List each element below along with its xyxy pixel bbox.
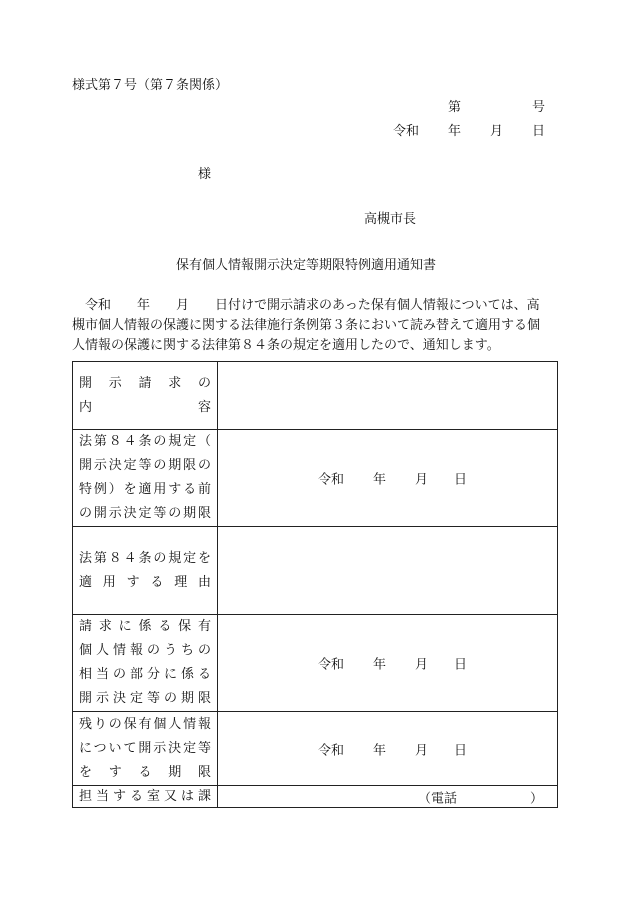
date-month: 月 xyxy=(415,472,429,488)
date-year: 年 xyxy=(373,657,387,673)
label-line: 残りの保有個人情報 xyxy=(79,716,211,732)
table-row xyxy=(73,786,558,808)
doc-number-suffix: 号 xyxy=(532,100,546,115)
body-line: 槻市個人情報の保護に関する法律施行条例第３条において読み替えて適用する個 xyxy=(72,318,541,333)
label-line: 法第８４条の規定を xyxy=(79,550,211,566)
doc-number-prefix: 第 xyxy=(448,100,462,115)
phone-label: （電話 xyxy=(418,791,458,806)
row-label-request-content xyxy=(73,362,218,430)
issuer: 高槻市長 xyxy=(364,212,417,227)
label-line: 相当の部分に係る xyxy=(79,667,211,682)
body-line: 令和 年 月 日付けで開示請求のあった保有個人情報については、高 xyxy=(72,298,540,313)
row-label-remaining-deadline xyxy=(73,712,218,786)
date-day: 日 xyxy=(532,124,546,139)
partial-deadline-date-field[interactable] xyxy=(218,615,558,712)
table-row xyxy=(73,712,558,786)
label-line: 適 用 す る 理 由 xyxy=(79,574,211,590)
label-line: 担当する室又は課 xyxy=(79,788,211,804)
table-row xyxy=(73,362,558,430)
department-phone-field[interactable] xyxy=(218,786,558,808)
notice-table xyxy=(72,361,558,808)
body-line: 人情報の保護に関する法律第８４条の規定を適用したので、通知します。 xyxy=(72,338,500,353)
addressee-suffix: 様 xyxy=(198,167,212,182)
reason-field[interactable] xyxy=(218,527,558,615)
body-text xyxy=(72,296,558,356)
label-line: 内 容 xyxy=(79,399,211,415)
table-row xyxy=(73,430,558,527)
date-day: 日 xyxy=(454,472,468,488)
date-era: 令和 xyxy=(318,472,345,488)
date-year: 年 xyxy=(448,124,462,139)
date-era: 令和 xyxy=(318,657,345,673)
label-line: について開示決定等 xyxy=(79,740,211,756)
date-year: 年 xyxy=(373,743,387,758)
date-month: 月 xyxy=(415,743,429,758)
label-line: 開示決定等の期限 xyxy=(79,691,211,706)
label-line: 請 求 に 係 る 保 有 xyxy=(79,619,211,634)
date-day: 日 xyxy=(454,657,468,673)
date-month: 月 xyxy=(490,124,504,139)
date-era: 令和 xyxy=(393,124,420,139)
request-content-field[interactable] xyxy=(218,362,558,430)
date-day: 日 xyxy=(454,743,468,758)
label-line: 特例）を適用する前 xyxy=(79,482,211,497)
date-month: 月 xyxy=(415,657,429,673)
label-line: を す る 期 限 xyxy=(79,764,211,780)
form-number: 様式第７号（第７条関係） xyxy=(72,78,229,93)
date-year: 年 xyxy=(373,472,387,488)
phone-close-paren: ） xyxy=(529,791,543,806)
label-line: 個人情報のうちの xyxy=(79,643,211,658)
row-label-original-deadline xyxy=(73,430,218,527)
document-title: 保有個人情報開示決定等期限特例適用通知書 xyxy=(176,258,437,273)
label-line: 法第８４条の規定（ xyxy=(79,434,211,449)
date-era: 令和 xyxy=(318,743,345,758)
table-row xyxy=(73,615,558,712)
original-deadline-date-field[interactable] xyxy=(218,430,558,527)
remaining-deadline-date-field[interactable] xyxy=(218,712,558,786)
row-label-reason xyxy=(73,527,218,615)
row-label-department xyxy=(73,786,218,808)
label-line: 開 示 請 求 の xyxy=(79,375,211,391)
row-label-partial-deadline xyxy=(73,615,218,712)
label-line: の開示決定等の期限 xyxy=(79,506,211,521)
table-row xyxy=(73,527,558,615)
label-line: 開示決定等の期限の xyxy=(79,458,211,473)
